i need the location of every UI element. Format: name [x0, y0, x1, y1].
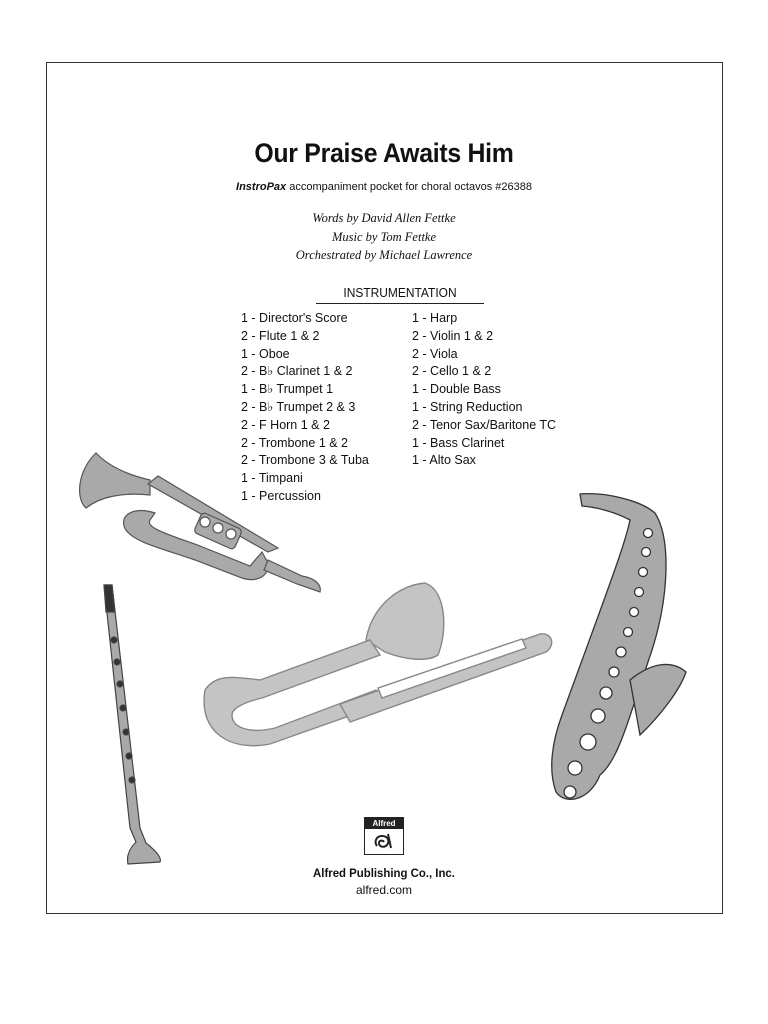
- clarinet-icon: [104, 585, 160, 864]
- instrument-item: 2 - B♭ Trumpet 2 & 3: [241, 399, 356, 414]
- subtitle-text: accompaniment pocket for choral octavos #26388: [286, 181, 532, 193]
- instrumentation-heading: INSTRUMENTATION: [343, 285, 457, 300]
- instrument-item: 1 - Harp: [412, 311, 458, 325]
- instrument-item: 2 - Violin 1 & 2: [412, 328, 494, 343]
- instrument-item: 2 - F Horn 1 & 2: [241, 417, 330, 432]
- publisher-website: alfred.com: [355, 883, 413, 897]
- instrument-item: 1 - Percussion: [241, 488, 321, 503]
- credit-words: Words by David Allen Fettke: [312, 211, 456, 225]
- trombone-icon: [204, 583, 552, 746]
- instrument-item: 2 - B♭ Clarinet 1 & 2: [241, 364, 353, 379]
- instrument-item: 1 - Director's Score: [241, 311, 348, 325]
- trumpet-icon: [80, 453, 321, 592]
- instrument-item: 1 - B♭ Trumpet 1: [241, 382, 334, 397]
- credit-music: Music by Tom Fettke: [331, 229, 437, 244]
- instrument-item: 2 - Viola: [412, 346, 458, 361]
- instrument-item: 2 - Trombone 3 & Tuba: [241, 453, 369, 468]
- instrument-item: 1 - Double Bass: [412, 382, 501, 397]
- publisher-name: Alfred Publishing Co., Inc.: [313, 866, 455, 880]
- treble-clef-icon: [373, 832, 395, 850]
- instrument-item: 1 - Alto Sax: [412, 453, 476, 468]
- instrument-item: 2 - Tenor Sax/Baritone TC: [412, 417, 557, 432]
- instrument-item: 1 - String Reduction: [412, 399, 523, 414]
- instrument-item: 1 - Timpani: [241, 471, 303, 486]
- instrument-item: 2 - Trombone 1 & 2: [241, 435, 349, 450]
- instrument-item: 2 - Flute 1 & 2: [241, 328, 320, 343]
- subtitle-brand: InstroPax: [236, 181, 287, 193]
- saxophone-icon: [552, 494, 686, 800]
- page-title: Our Praise Awaits Him: [254, 138, 514, 168]
- instrument-item: 1 - Oboe: [241, 346, 290, 361]
- instrument-item: 2 - Cello 1 & 2: [412, 364, 492, 379]
- instrument-item: 1 - Bass Clarinet: [412, 435, 505, 450]
- logo-text: Alfred: [365, 818, 403, 829]
- alfred-logo: [364, 817, 404, 855]
- credit-orchestrated: Orchestrated by Michael Lawrence: [295, 248, 473, 262]
